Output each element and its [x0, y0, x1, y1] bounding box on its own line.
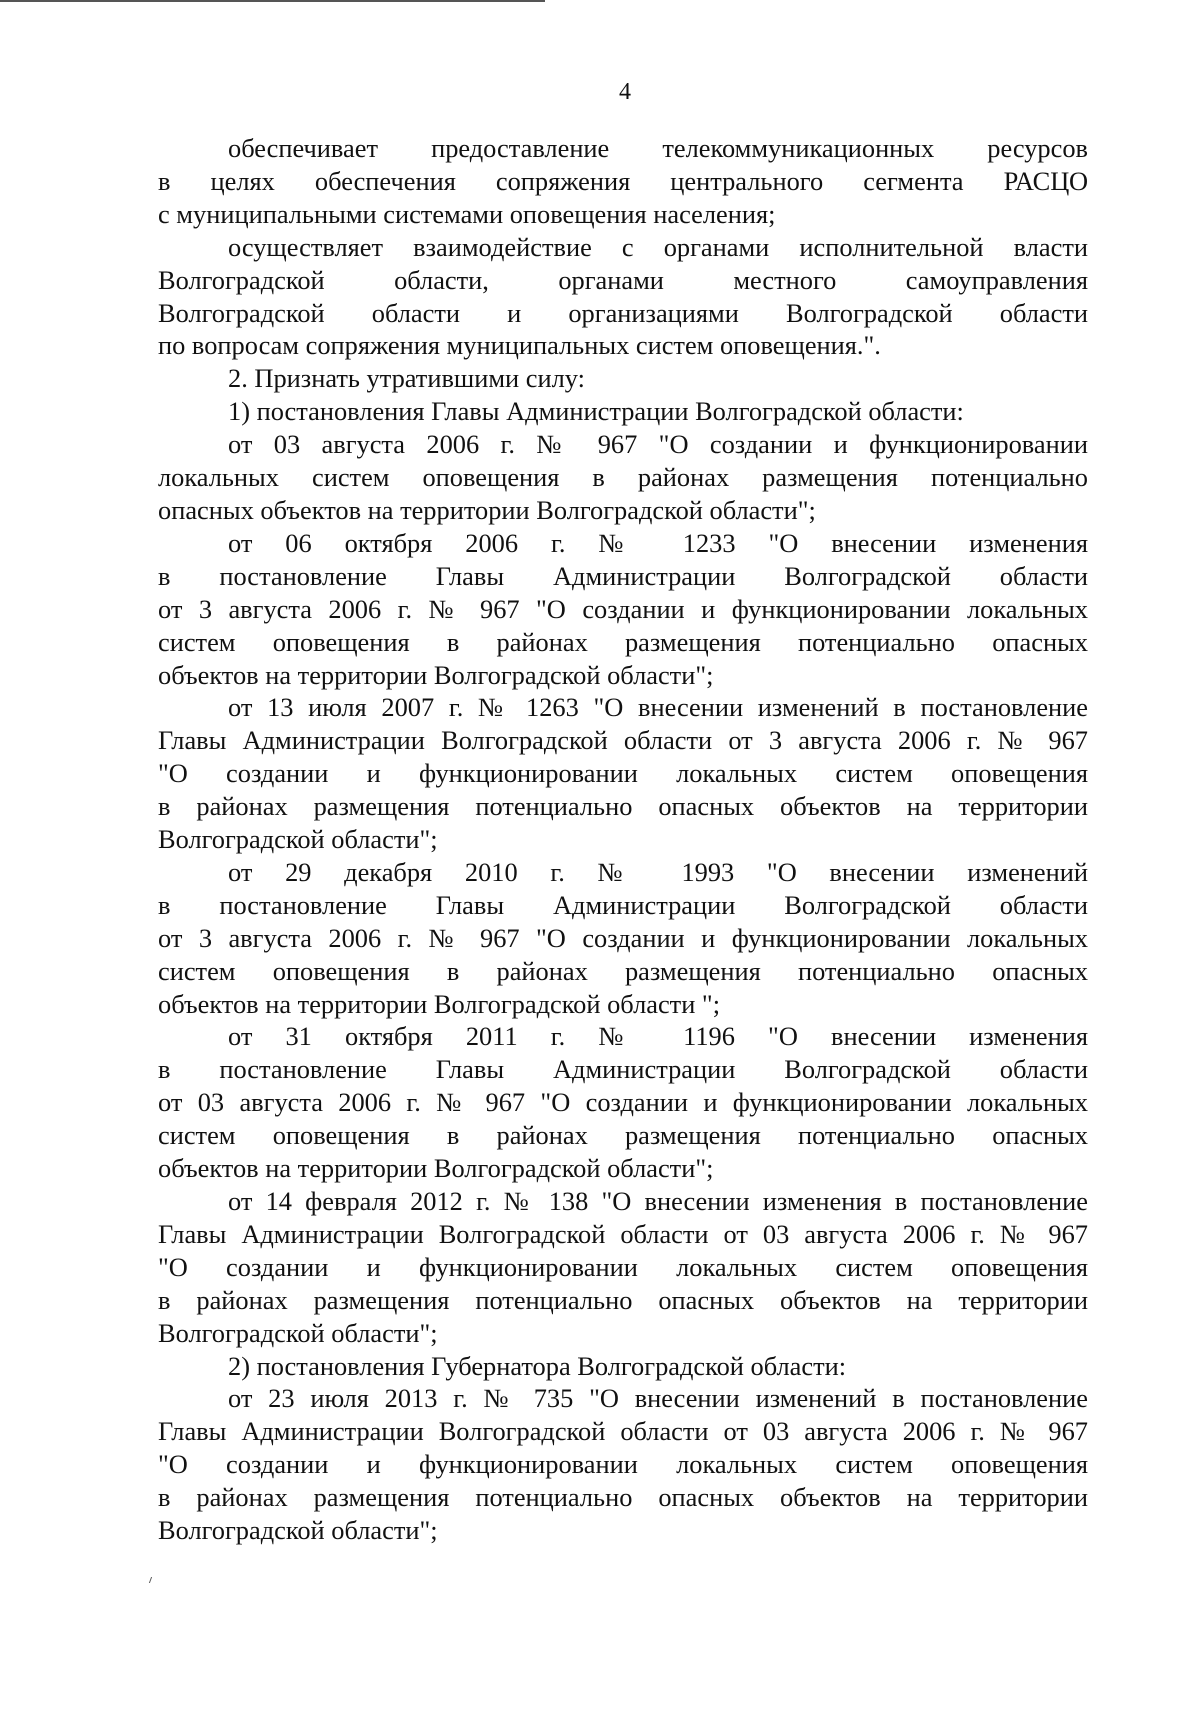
text-line: от 14 февраля 2012 г. № 138 "О внесении изменения в постановление: [228, 1186, 1088, 1216]
text-line: 2) постановления Губернатора Волгоградской области:: [228, 1350, 847, 1381]
text-line: объектов на территории Волгоградской области";: [158, 659, 714, 690]
paragraph: [158, 1350, 1088, 1383]
text-line: Волгоградской области";: [158, 1317, 438, 1348]
text-line: 1) постановления Главы Администрации Волгоградской области:: [228, 396, 964, 427]
paragraph: [158, 1020, 1088, 1185]
text-line: от 06 октября 2006 г. № 1233 "О внесении изменения: [228, 527, 1088, 558]
text-line: от 03 августа 2006 г. № 967 "О создании и функционировании: [228, 429, 1088, 460]
text-line: локальных систем оповещения в районах размещения потенциально: [158, 462, 1088, 493]
text-line: осуществляет взаимодействие с органами исполнительной власти: [228, 231, 1088, 262]
text-line: от 3 августа 2006 г. № 967 "О создании и функционировании локальных: [158, 922, 1088, 953]
text-line: от 3 августа 2006 г. № 967 "О создании и функционировании локальных: [158, 593, 1088, 624]
text-line: в районах размещения потенциально опасных объектов на территории: [158, 1284, 1088, 1315]
text-line: Главы Администрации Волгоградской области от 3 августа 2006 г. № 967: [158, 725, 1088, 756]
paragraph: [158, 691, 1088, 856]
text-line: систем оповещения в районах размещения потенциально опасных: [158, 1120, 1088, 1151]
text-line: объектов на территории Волгоградской области";: [158, 1153, 714, 1184]
text-line: в постановление Главы Администрации Волгоградской области: [158, 889, 1088, 920]
text-line: Волгоградской области и организациями Волгоградской области: [158, 297, 1088, 328]
paragraph: [158, 527, 1088, 692]
text-line: Волгоградской области";: [158, 1515, 438, 1546]
text-line: по вопросам сопряжения муниципальных систем оповещения.".: [158, 330, 881, 361]
text-line: от 13 июля 2007 г. № 1263 "О внесении изменений в постановление: [228, 692, 1088, 723]
text-line: в постановление Главы Администрации Волгоградской области: [158, 560, 1088, 591]
text-line: от 03 августа 2006 г. № 967 "О создании и функционировании локальных: [158, 1087, 1088, 1118]
paragraph: [158, 1382, 1088, 1547]
text-line: от 23 июля 2013 г. № 735 "О внесении изменений в постановление: [228, 1383, 1088, 1414]
text-line: объектов на территории Волгоградской области ";: [158, 988, 721, 1019]
text-line: "О создании и функционировании локальных систем оповещения: [158, 1449, 1088, 1480]
paragraph: [158, 231, 1088, 363]
text-line: от 29 декабря 2010 г. № 1993 "О внесении изменений: [228, 856, 1088, 887]
text-line: обеспечивает предоставление телекоммуникационных ресурсов: [228, 133, 1088, 163]
text-line: "О создании и функционировании локальных систем оповещения: [158, 1251, 1088, 1282]
text-line: опасных объектов на территории Волгоградской области";: [158, 494, 816, 525]
text-line: с муниципальными системами оповещения населения;: [158, 198, 776, 229]
text-line: 2. Признать утратившими силу:: [228, 363, 585, 394]
text-line: Волгоградской области, органами местного самоуправления: [158, 264, 1088, 295]
text-line: в районах размещения потенциально опасных объектов на территории: [158, 1482, 1088, 1513]
text-line: от 31 октября 2011 г. № 1196 "О внесении изменения: [228, 1021, 1088, 1052]
paragraph: [158, 362, 1088, 395]
paragraph: [158, 856, 1088, 1021]
text-line: в целях обеспечения сопряжения центрального сегмента РАСЦО: [158, 165, 1088, 196]
text-line: Волгоградской области";: [158, 824, 438, 855]
text-line: Главы Администрации Волгоградской области от 03 августа 2006 г. № 967: [158, 1416, 1088, 1447]
paragraph: [158, 428, 1088, 527]
paragraph: [158, 1185, 1088, 1350]
text-line: систем оповещения в районах размещения потенциально опасных: [158, 626, 1088, 657]
text-line: систем оповещения в районах размещения потенциально опасных: [158, 955, 1088, 986]
paragraph: [158, 132, 1088, 231]
text-line: "О создании и функционировании локальных систем оповещения: [158, 758, 1088, 789]
text-line: в постановление Главы Администрации Волгоградской области: [158, 1054, 1088, 1085]
document-body: [158, 132, 1088, 1547]
paragraph: [158, 395, 1088, 428]
margin-pen-mark: [149, 1577, 156, 1583]
text-line: Главы Администрации Волгоградской области от 03 августа 2006 г. № 967: [158, 1218, 1088, 1249]
page-number: 4: [619, 79, 631, 105]
text-line: в районах размещения потенциально опасных объектов на территории: [158, 791, 1088, 822]
top-border-line: [0, 0, 545, 2]
